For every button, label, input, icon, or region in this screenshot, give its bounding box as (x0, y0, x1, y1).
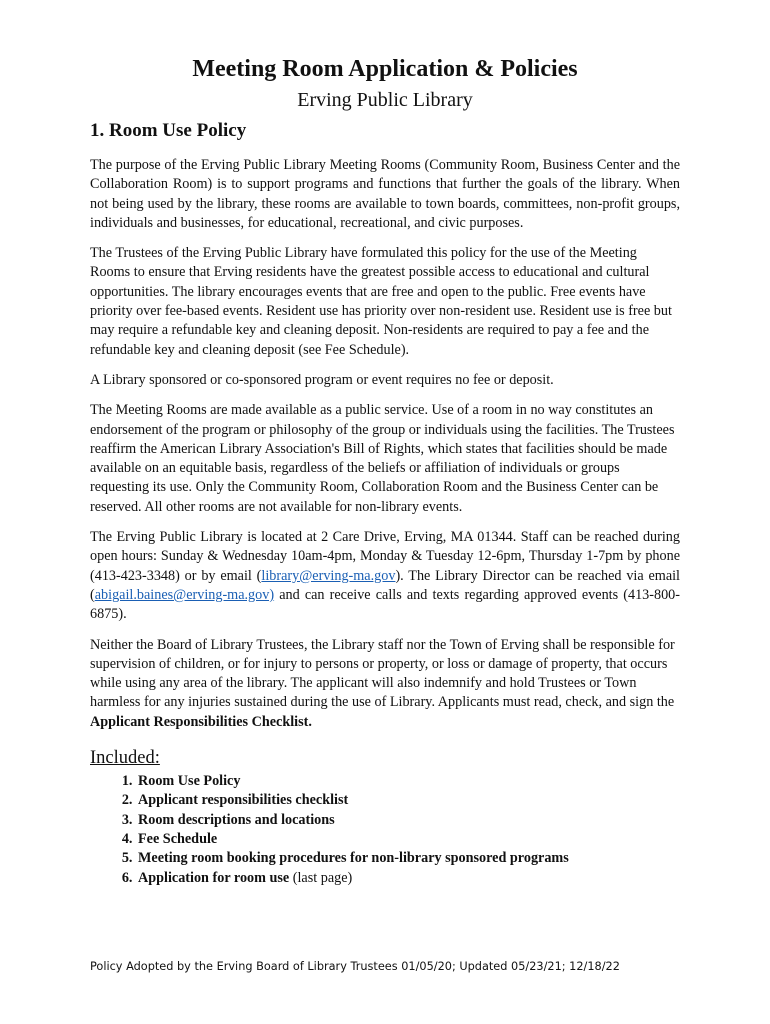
library-email-link[interactable]: library@erving-ma.gov (261, 567, 396, 584)
page-footer: Policy Adopted by the Erving Board of Library Trustees 01/05/20; Updated 05/23/21; 12/18/22 (90, 960, 620, 973)
document-page (90, 52, 680, 888)
list-item-text: Room Use Policy (138, 773, 241, 790)
contact-text-3: and can receive calls and texts regarding approved events (413-800-6875). (90, 586, 680, 623)
last-page-note: (last page) (292, 869, 353, 886)
document-subtitle: Erving Public Library (297, 89, 473, 111)
paragraph-liability (90, 636, 680, 732)
document-title: Meeting Room Application & Policies (192, 56, 578, 82)
paragraph-contact (90, 528, 680, 624)
checklist-reference: Applicant Responsibilities Checklist. (90, 713, 312, 730)
liability-text: Neither the Board of Library Trustees, the Library staff nor the Town of Erving shall be responsible for supervision of children, or for injury to persons or property, or loss or damage of property, that occurs while using any area of the library. The applicant will also indemnify and hold Trustees or Town harmless for any injuries sustained during the use of Library. Applicants must read, check, and sign the (90, 636, 675, 711)
list-item-text: Fee Schedule (138, 830, 218, 847)
contact-text-1: The Erving Public Library is located at 2 Care Drive, Erving, MA 01344. Staff can be reached during open hours: Sunday & Wednesday 10am-4pm, Monday & Tuesday 12-6pm, Thursday 1-7pm by phone (413-423-3348) or by email ( (90, 529, 680, 584)
list-item-text: Room descriptions and locations (138, 811, 335, 828)
director-email-link[interactable]: abigail.baines@erving-ma.gov) (94, 586, 275, 603)
contact-text-2: ). The Library Director can be reached via email ( (90, 567, 680, 603)
included-list (90, 772, 680, 888)
list-item (136, 772, 680, 791)
list-item (136, 791, 680, 810)
section-heading-room-use-policy: 1. Room Use Policy (90, 120, 247, 141)
included-heading: Included: (90, 748, 160, 769)
paragraph-trustees-policy: The Trustees of the Erving Public Library have formulated this policy for the use of the Meeting Rooms to ensure that Erving residents have the greatest possible access to educational and cultural opportunities. The library encourages events that are free and open to the public. Free events have priority over fee-based events. Resident use has priority over non-resident use. Resident use is free but may require a refundable key and cleaning deposit. Non-residents are required to pay a fee and the refundable key and cleaning deposit (see Fee Schedule). (90, 245, 672, 358)
list-item (136, 869, 680, 888)
list-item-text: Application for room use (138, 869, 290, 886)
list-item (136, 849, 680, 868)
list-item (136, 830, 680, 849)
list-item-text: Meeting room booking procedures for non-library sponsored programs (138, 850, 569, 867)
list-item (136, 811, 680, 830)
paragraph-public-service: The Meeting Rooms are made available as a public service. Use of a room in no way constitutes an endorsement of the program or philosophy of the group or individuals using the facilities. The Trustees reaffirm the American Library Association's Bill of Rights, which states that facilities should be made available on an equitable basis, regardless of the beliefs or affiliation of individuals or groups requesting its use. Only the Community Room, Collaboration Room and the Business Center can be reserved. All other rooms are not available for non-library events. (90, 402, 675, 515)
list-item-text: Applicant responsibilities checklist (138, 792, 349, 809)
paragraph-purpose: The purpose of the Erving Public Library Meeting Rooms (Community Room, Business Center and the Collaboration Room) is to support programs and functions that further the goals of the library. When not being used by the library, these rooms are available to town boards, committees, non-profit groups, individuals and businesses, for educational, recreational, and civic purposes. (90, 157, 680, 231)
paragraph-library-sponsored: A Library sponsored or co-sponsored program or event requires no fee or deposit. (90, 371, 554, 388)
